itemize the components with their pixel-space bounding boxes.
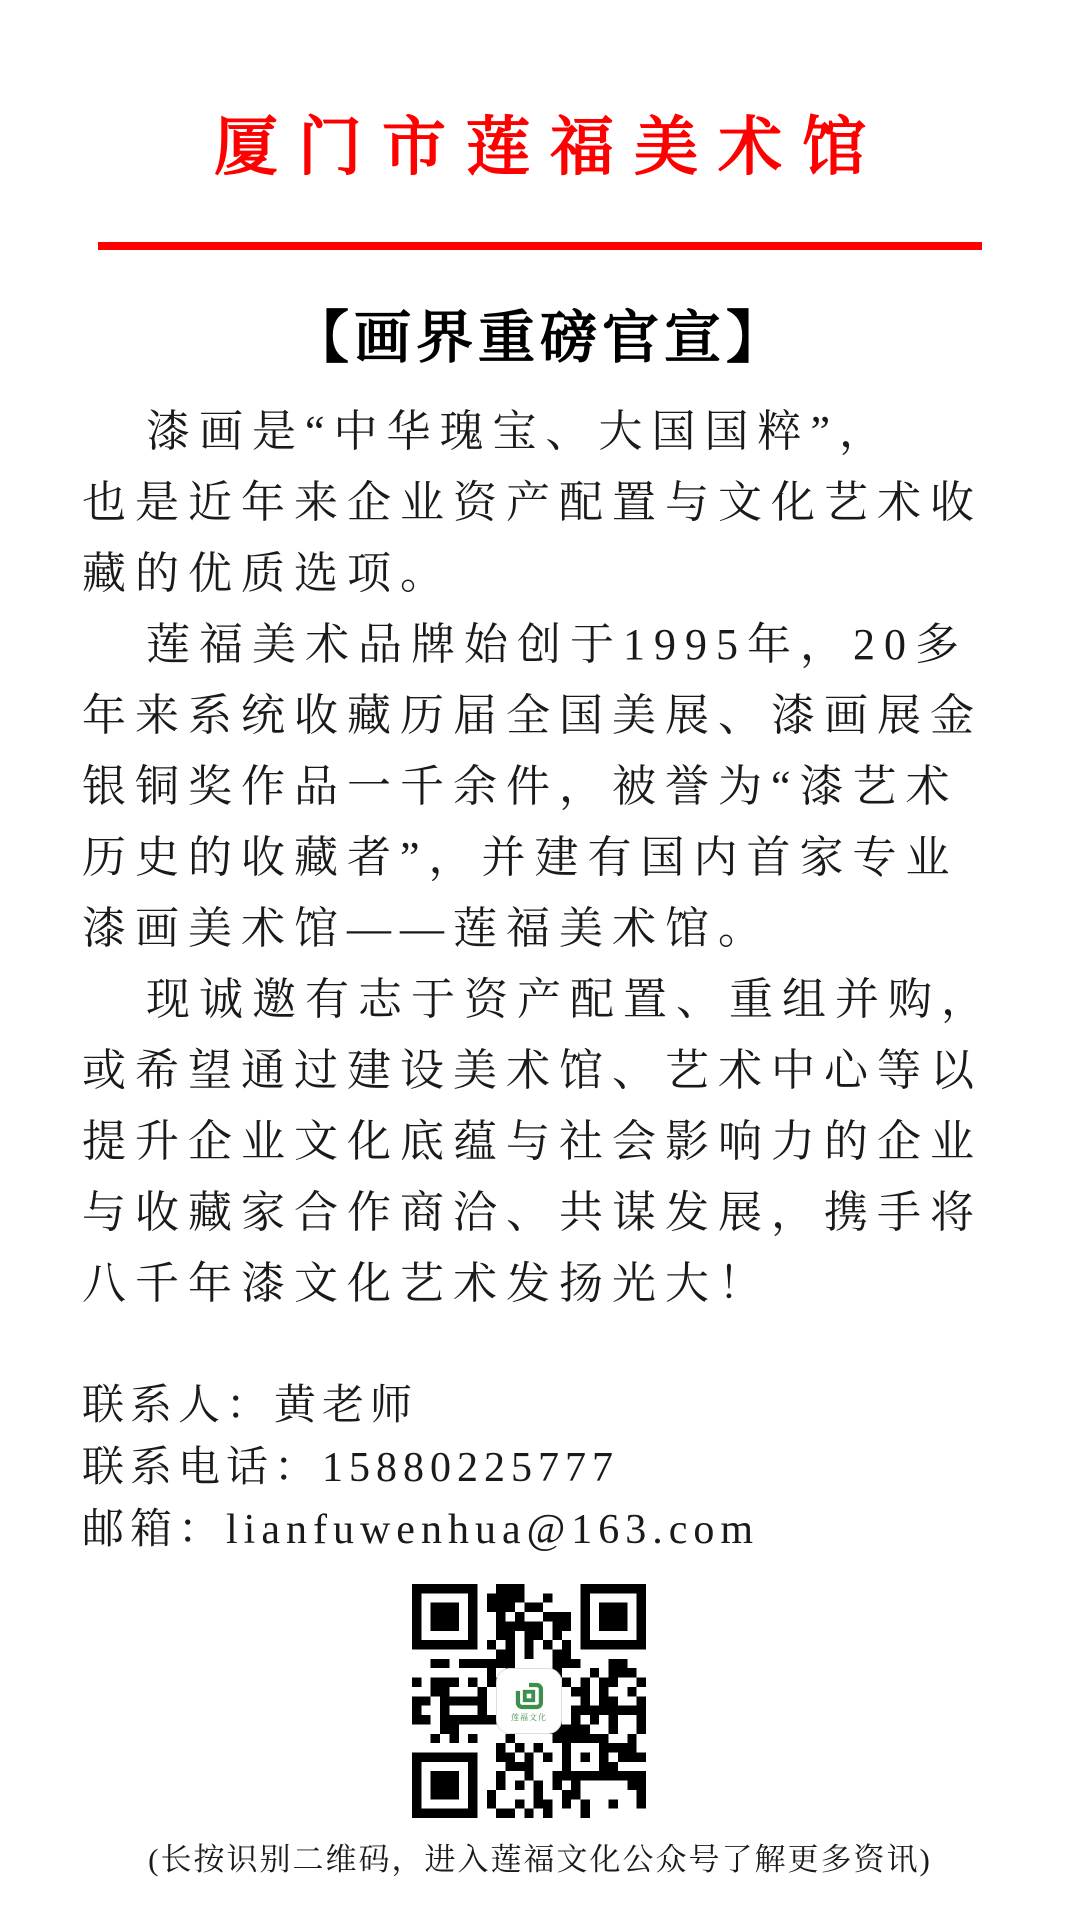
- body-line: 藏的优质选项。: [82, 549, 453, 598]
- contact-person: 联系人：黄老师: [82, 1383, 419, 1429]
- contact-phone: 联系电话：15880225777: [82, 1445, 620, 1491]
- body-line: 银铜奖作品一千余件，被誉为“漆艺术: [82, 762, 959, 811]
- body-line: 莲福美术品牌始创于1995年，20多: [146, 620, 968, 669]
- body-text: [82, 396, 1012, 1319]
- page-title: 厦门市莲福美术馆: [214, 111, 886, 183]
- contact-email: 邮箱：lianfuwenhua@163.com: [82, 1507, 760, 1553]
- body-line: 或希望通过建设美术馆、艺术中心等以: [82, 1046, 983, 1095]
- body-line: 也是近年来企业资产配置与文化艺术收: [82, 478, 983, 527]
- red-divider-line: [98, 242, 982, 250]
- body-line: 漆画美术馆——莲福美术馆。: [82, 904, 771, 953]
- body-line: 现诚邀有志于资产配置、重组并购，: [146, 975, 994, 1024]
- body-line: 与收藏家合作商洽、共谋发展，携手将: [82, 1188, 983, 1237]
- contact-block: [82, 1375, 1012, 1561]
- body-line: 历史的收藏者”，并建有国内首家专业: [82, 833, 959, 882]
- body-line: 提升企业文化底蕴与社会影响力的企业: [82, 1117, 983, 1166]
- body-line: 年来系统收藏历届全国美展、漆画展金: [82, 691, 983, 740]
- lianfu-logo-icon: [512, 1679, 546, 1713]
- qr-code: [412, 1584, 646, 1818]
- qr-logo-text: 莲福文化: [511, 1713, 547, 1722]
- body-line: 八千年漆文化艺术发扬光大！: [82, 1259, 771, 1308]
- body-line: 漆画是“中华瑰宝、大国国粹”，: [146, 407, 893, 456]
- announcement-heading: 【画界重磅官宣】: [292, 307, 788, 370]
- qr-center-logo: [496, 1668, 562, 1734]
- qr-caption: (长按识别二维码，进入莲福文化公众号了解更多资讯): [148, 1842, 932, 1877]
